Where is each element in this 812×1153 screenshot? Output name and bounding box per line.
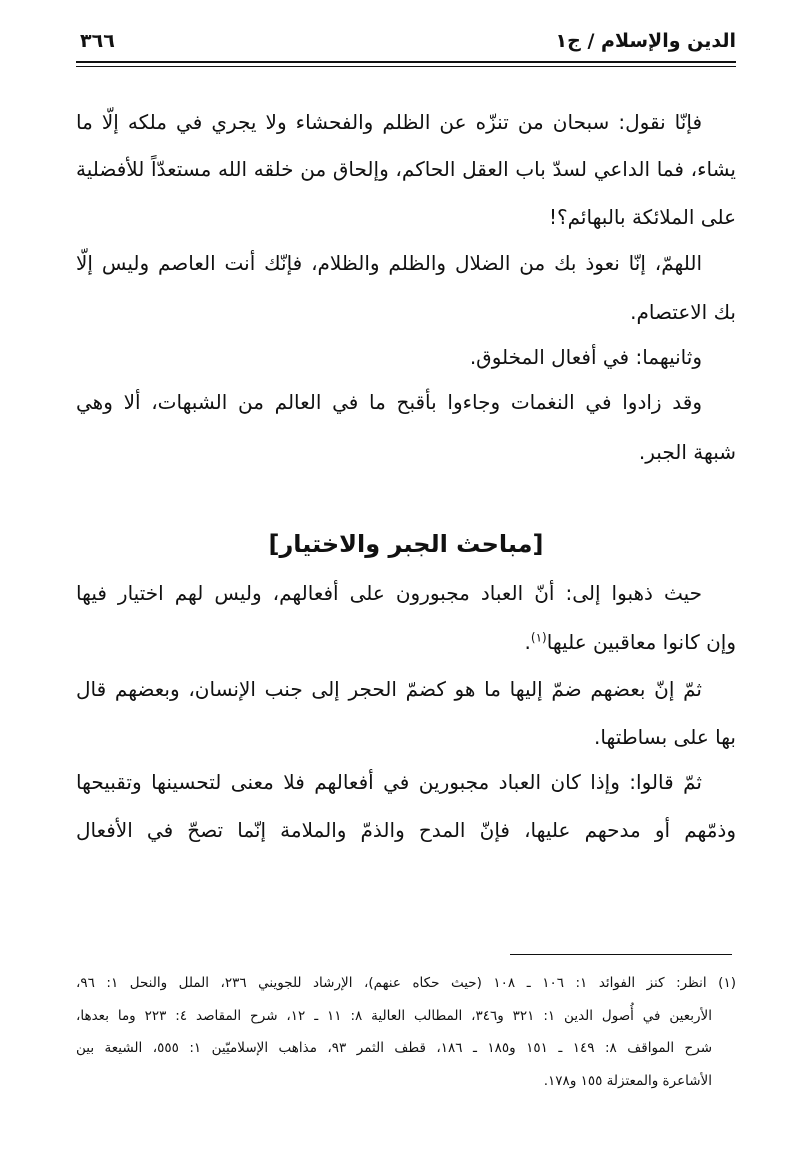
period: .: [524, 630, 531, 654]
footnote-rule: [510, 954, 732, 955]
body-line: وقد زادوا في النغمات وجاءوا بأقبح ما في العالم من الشبهات، ألا وهي: [76, 390, 702, 414]
body-line: شبهة الجبر.: [638, 440, 736, 464]
footnote-ref[interactable]: (١): [530, 630, 547, 645]
body-text: وإن كانوا معاقبين عليها: [546, 630, 736, 654]
body-line: يشاء، فما الداعي لسدّ باب العقل الحاكم، وإلحاق من خلقه الله مستعدّاً للأفضلية: [76, 157, 736, 181]
body-line: على الملائكة بالبهائم؟!: [548, 205, 736, 229]
body-line: اللهمّ، إنّا نعوذ بك من الضلال والظلم والظلام، فإنّك أنت العاصم وليس إلّا: [76, 251, 702, 275]
header-rule: [76, 61, 736, 63]
section-heading: [مباحث الجبر والاختيار]: [268, 530, 544, 558]
body-line: بها على بساطتها.: [594, 725, 736, 749]
footnote-line: الأربعين في أُصول الدين ١: ٣٢١ و٣٤٦، المطالب العالية ٨: ١١ ـ ١٢، شرح المقاصد ٤: ٢٢٣ وما بعدها،: [76, 1008, 712, 1024]
body-line: بك الاعتصام.: [630, 300, 736, 324]
body-line: وذمّهم أو مدحهم عليها، فإنّ المدح والذمّ والملامة إنّما تصحّ في الأفعال: [76, 818, 736, 842]
body-line: فإنّا نقول: سبحان من تنزّه عن الظلم والفحشاء ولا يجري في ملكه إلّا ما: [76, 110, 702, 134]
body-line: ثمّ قالوا: وإذا كان العباد مجبورين في أفعالهم فلا معنى لتحسينها وتقبيحها: [76, 770, 702, 794]
footnote-line: شرح المواقف ٨: ١٤٩ ـ ١٥١ و١٨٥ ـ ١٨٦، قطف الثمر ٩٣، مذاهب الإسلاميّين ١: ٥٥٥، الشيعة بين: [76, 1040, 713, 1056]
body-line: وثانيهما: في أفعال المخلوق.: [469, 345, 702, 369]
body-line: [525, 630, 736, 654]
footnote-line: الأشاعرة والمعتزلة ١٥٥ و١٧٨.: [543, 1073, 712, 1089]
header-rule-thin: [76, 66, 736, 67]
footnote-line: (١) انظر: كنز الفوائد ١: ١٠٦ ـ ١٠٨ (حيث حكاه عنهم)، الإرشاد للجويني ٢٣٦، الملل والنحل ١: ٩٦،: [76, 975, 736, 991]
body-line: ثمّ إنّ بعضهم ضمّ إليها ما هو كضمّ الحجر إلى جنب الإنسان، وبعضهم قال: [76, 677, 702, 701]
page-number: ٣٦٦: [80, 30, 115, 52]
running-title: الدين والإسلام / ج١: [555, 30, 736, 52]
body-line: حيث ذهبوا إلى: أنّ العباد مجبورون على أفعالهم، وليس لهم اختيار فيها: [76, 581, 702, 605]
